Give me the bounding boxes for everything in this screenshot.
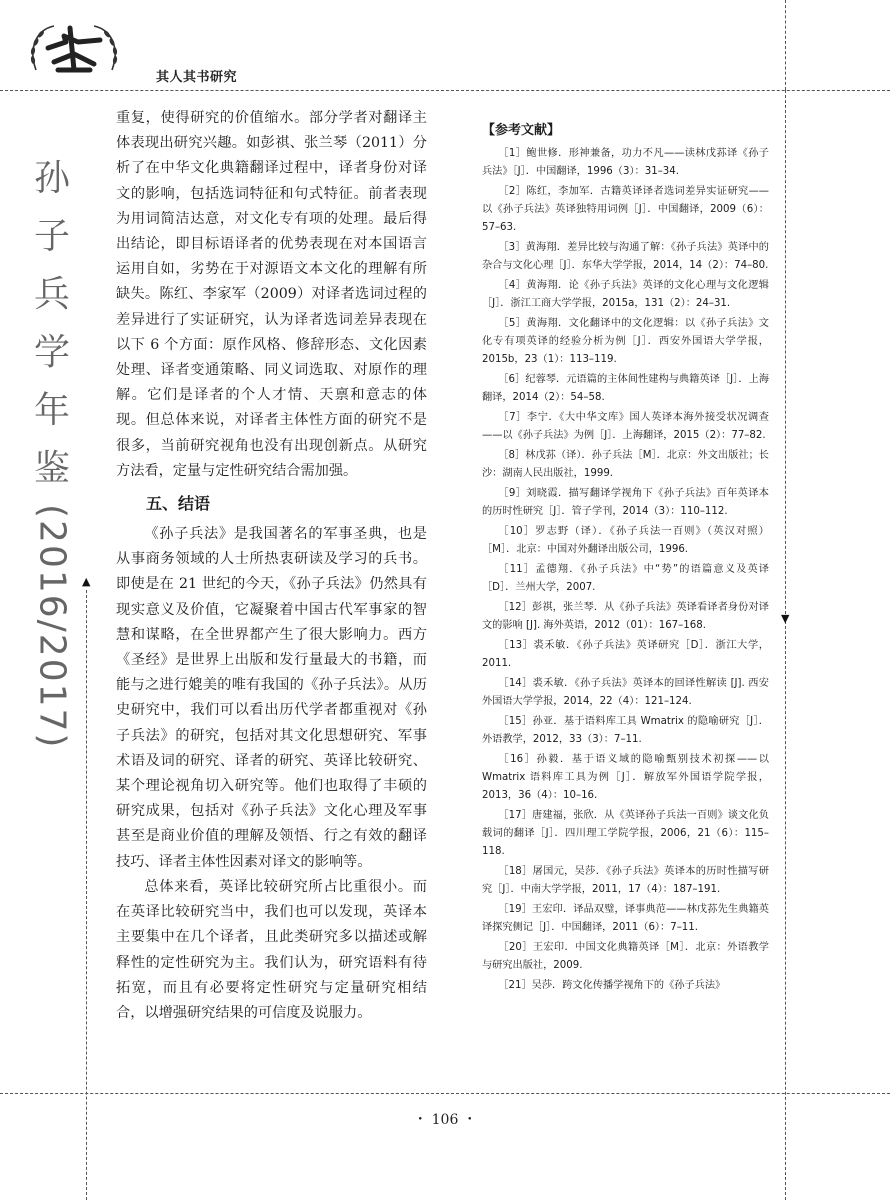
reference-item: ［17］唐建福，张欣．从《英译孙子兵法一百则》谈文化负载词的翻译［J］．四川理工学院学报，2006，21（6）：115–118. <box>482 810 769 857</box>
reference-item: ［7］李宁．《大中华文库》国人英译本海外接受状况调查——以《孙子兵法》为例［J］．上海翻译，2015（2）：77–82. <box>482 412 769 441</box>
up-arrow-icon: ▲ <box>82 575 91 588</box>
body-column <box>116 106 427 1026</box>
reference-item: ［19］王宏印．译品双璧，译事典范——林戊荪先生典籍英译探究侧记［J］．中国翻译，2011（6）：7–11. <box>482 904 769 933</box>
body-paragraph: 总体来看，英译比较研究所占比重很小。而在英译比较研究当中，我们也可以发现，英译本主要集中在几个译者，且此类研究多以描述或解释性的定性研究为主。我们认为，研究语料有待拓宽，而且有必要将定性研究与定量研究相结合，以增强研究结果的可信度及说服力。 <box>116 878 427 1021</box>
right-top-dashed-rule <box>785 0 786 90</box>
reference-item: ［10］罗志野（译）．《孙子兵法一百则》（英汉对照）［M］．北京：中国对外翻译出版公司，1996. <box>482 526 769 555</box>
body-paragraph: 重复，使得研究的价值缩水。部分学者对翻译主体表现出研究兴趣。如彭祺、张兰琴（2011）分析了在中华文化典籍翻译过程中，译者身份对译文的影响，包括选词特征和句式特征。前者表现为用词简洁达意，对文化专有项的处理。最后得出结论，即目标语译者的优势表现在对本国语言运用自如，劣势在于对源语文本文化的理解有所缺失。陈红、李家军（2009）对译者选词过程的差异进行了实证研究，认为译者选词差异表现在以下 6 个方面：原作风格、修辞形态、文化因素处理、译者变通策略、同义词选取、对原作的理解。它们是译者的个人才情、天禀和意志的体现。但总体来说，对译者主体性方面的研究不是很多，当前研究视角也没有出现创新点。从研究方法看，定量与定性研究结合需加强。 <box>116 110 427 479</box>
reference-item: ［14］裘禾敏．《孙子兵法》英译本的回译性解读 [J]. 西安外国语大学学报，2014，22（4）：121–124. <box>482 678 769 707</box>
side-title-year: (2016/2017) <box>31 504 73 750</box>
reference-item: ［6］纪蓉琴．元语篇的主体间性建构与典籍英译［J］．上海翻译，2014（2）：54–58. <box>482 374 769 403</box>
reference-item: ［21］吴莎．跨文化传播学视角下的《孙子兵法》 <box>498 980 726 991</box>
references-heading: 【参考文献】 <box>482 123 561 138</box>
references-column <box>482 122 769 997</box>
reference-item: ［15］孙亚．基于语料库工具 Wmatrix 的隐喻研究［J］．外语教学，2012，33（3）：7–11. <box>482 716 769 745</box>
section-heading: 五、结语 <box>146 494 211 514</box>
down-arrow-icon: ▼ <box>781 612 790 625</box>
right-margin-dashed-rule <box>785 90 786 1200</box>
reference-item: ［12］彭祺，张兰琴．从《孙子兵法》英译看译者身份对译文的影响 [J]. 海外英语，2012（01）：167–168. <box>482 602 769 631</box>
reference-item: ［3］黄海翔．差异比较与沟通了解：《孙子兵法》英译中的杂合与文化心理［J］．东华大学学报，2014，14（2）：74–80. <box>482 242 769 271</box>
side-title-char: 子 <box>33 216 70 257</box>
side-title-char: 学 <box>33 332 70 373</box>
reference-item: ［5］黄海翔．文化翻译中的文化逻辑：以《孙子兵法》文化专有项英译的经验分析为例［J］．西安外国语大学学报，2015b，23（1）：113–119. <box>482 318 769 365</box>
footer-dashed-rule <box>0 1093 890 1094</box>
side-title-char: 兵 <box>33 274 70 315</box>
reference-item: ［18］屠国元，吴莎．《孙子兵法》英译本的历时性描写研究［J］．中南大学学报，2011，17（4）：187–191. <box>482 866 769 895</box>
page-number: ・ 106 ・ <box>413 1112 477 1128</box>
reference-item: ［16］孙毅．基于语义域的隐喻甄别技术初探——以 Wmatrix 语料库工具为例［J］．解放军外国语学院学报，2013，36（4）：10–16. <box>482 754 769 801</box>
side-title-char: 孙 <box>33 158 70 199</box>
reference-item: ［13］裘禾敏．《孙子兵法》英译研究［D］．浙江大学，2011. <box>482 640 769 669</box>
yearbook-logo <box>14 18 134 84</box>
reference-item: ［20］王宏印．中国文化典籍英译［M］．北京：外语教学与研究出版社，2009. <box>482 942 769 971</box>
reference-item: ［11］孟德翔．《孙子兵法》中“势”的语篇意义及英译［D］．兰州大学，2007. <box>482 564 769 593</box>
side-title <box>22 150 82 749</box>
reference-item: ［1］鲍世修．形神兼备，功力不凡——读林戊荪译《孙子兵法》［J］．中国翻译，1996（3）：31–34. <box>482 148 769 177</box>
header-dashed-rule <box>0 90 890 91</box>
side-title-char: 年 <box>33 390 70 431</box>
side-title-char: 鉴 <box>33 448 70 489</box>
reference-item: ［4］黄海翔．论《孙子兵法》英译的文化心理与文化逻辑［J］．浙江工商大学学报，2015a，131（2）：24–31. <box>482 280 769 309</box>
body-paragraph: 《孙子兵法》是我国著名的军事圣典，也是从事商务领域的人士所热衷研读及学习的兵书。即使是在 21 世纪的今天，《孙子兵法》仍然具有现实意义及价值，它凝聚着中国古代军事家的智慧和谋略，在全世界都产生了很大影响力。西方《圣经》是世界上出版和发行量最大的书籍，而能与之进行媲美的唯有我国的《孙子兵法》。从历史研究中，我们可以看出历代学者都重视对《孙子兵法》的研究，包括对其文化思想研究、军事术语及词的研究、译者的研究、英译比较研究、某个理论视角切入研究等。他们也取得了丰硕的研究成果，包括对《孙子兵法》文化心理及军事甚至是商业价值的理解及领悟、行之有效的翻译技巧、译者主体性因素对译文的影响等。 <box>116 526 427 870</box>
reference-item: ［8］林戊荪（译）．孙子兵法［M］．北京：外文出版社；长沙：湖南人民出版社，1999. <box>482 450 769 479</box>
section-label: 其人其书研究 <box>156 70 238 85</box>
reference-item: ［2］陈红，李加军．古籍英译译者选词差异实证研究——以《孙子兵法》英译独特用词例［J］．中国翻译，2009（6）：57–63. <box>482 186 769 233</box>
reference-item: ［9］刘晓霞．描写翻译学视角下《孙子兵法》百年英译本的历时性研究［J］．管子学刊，2014（3）：110–112. <box>482 488 769 517</box>
